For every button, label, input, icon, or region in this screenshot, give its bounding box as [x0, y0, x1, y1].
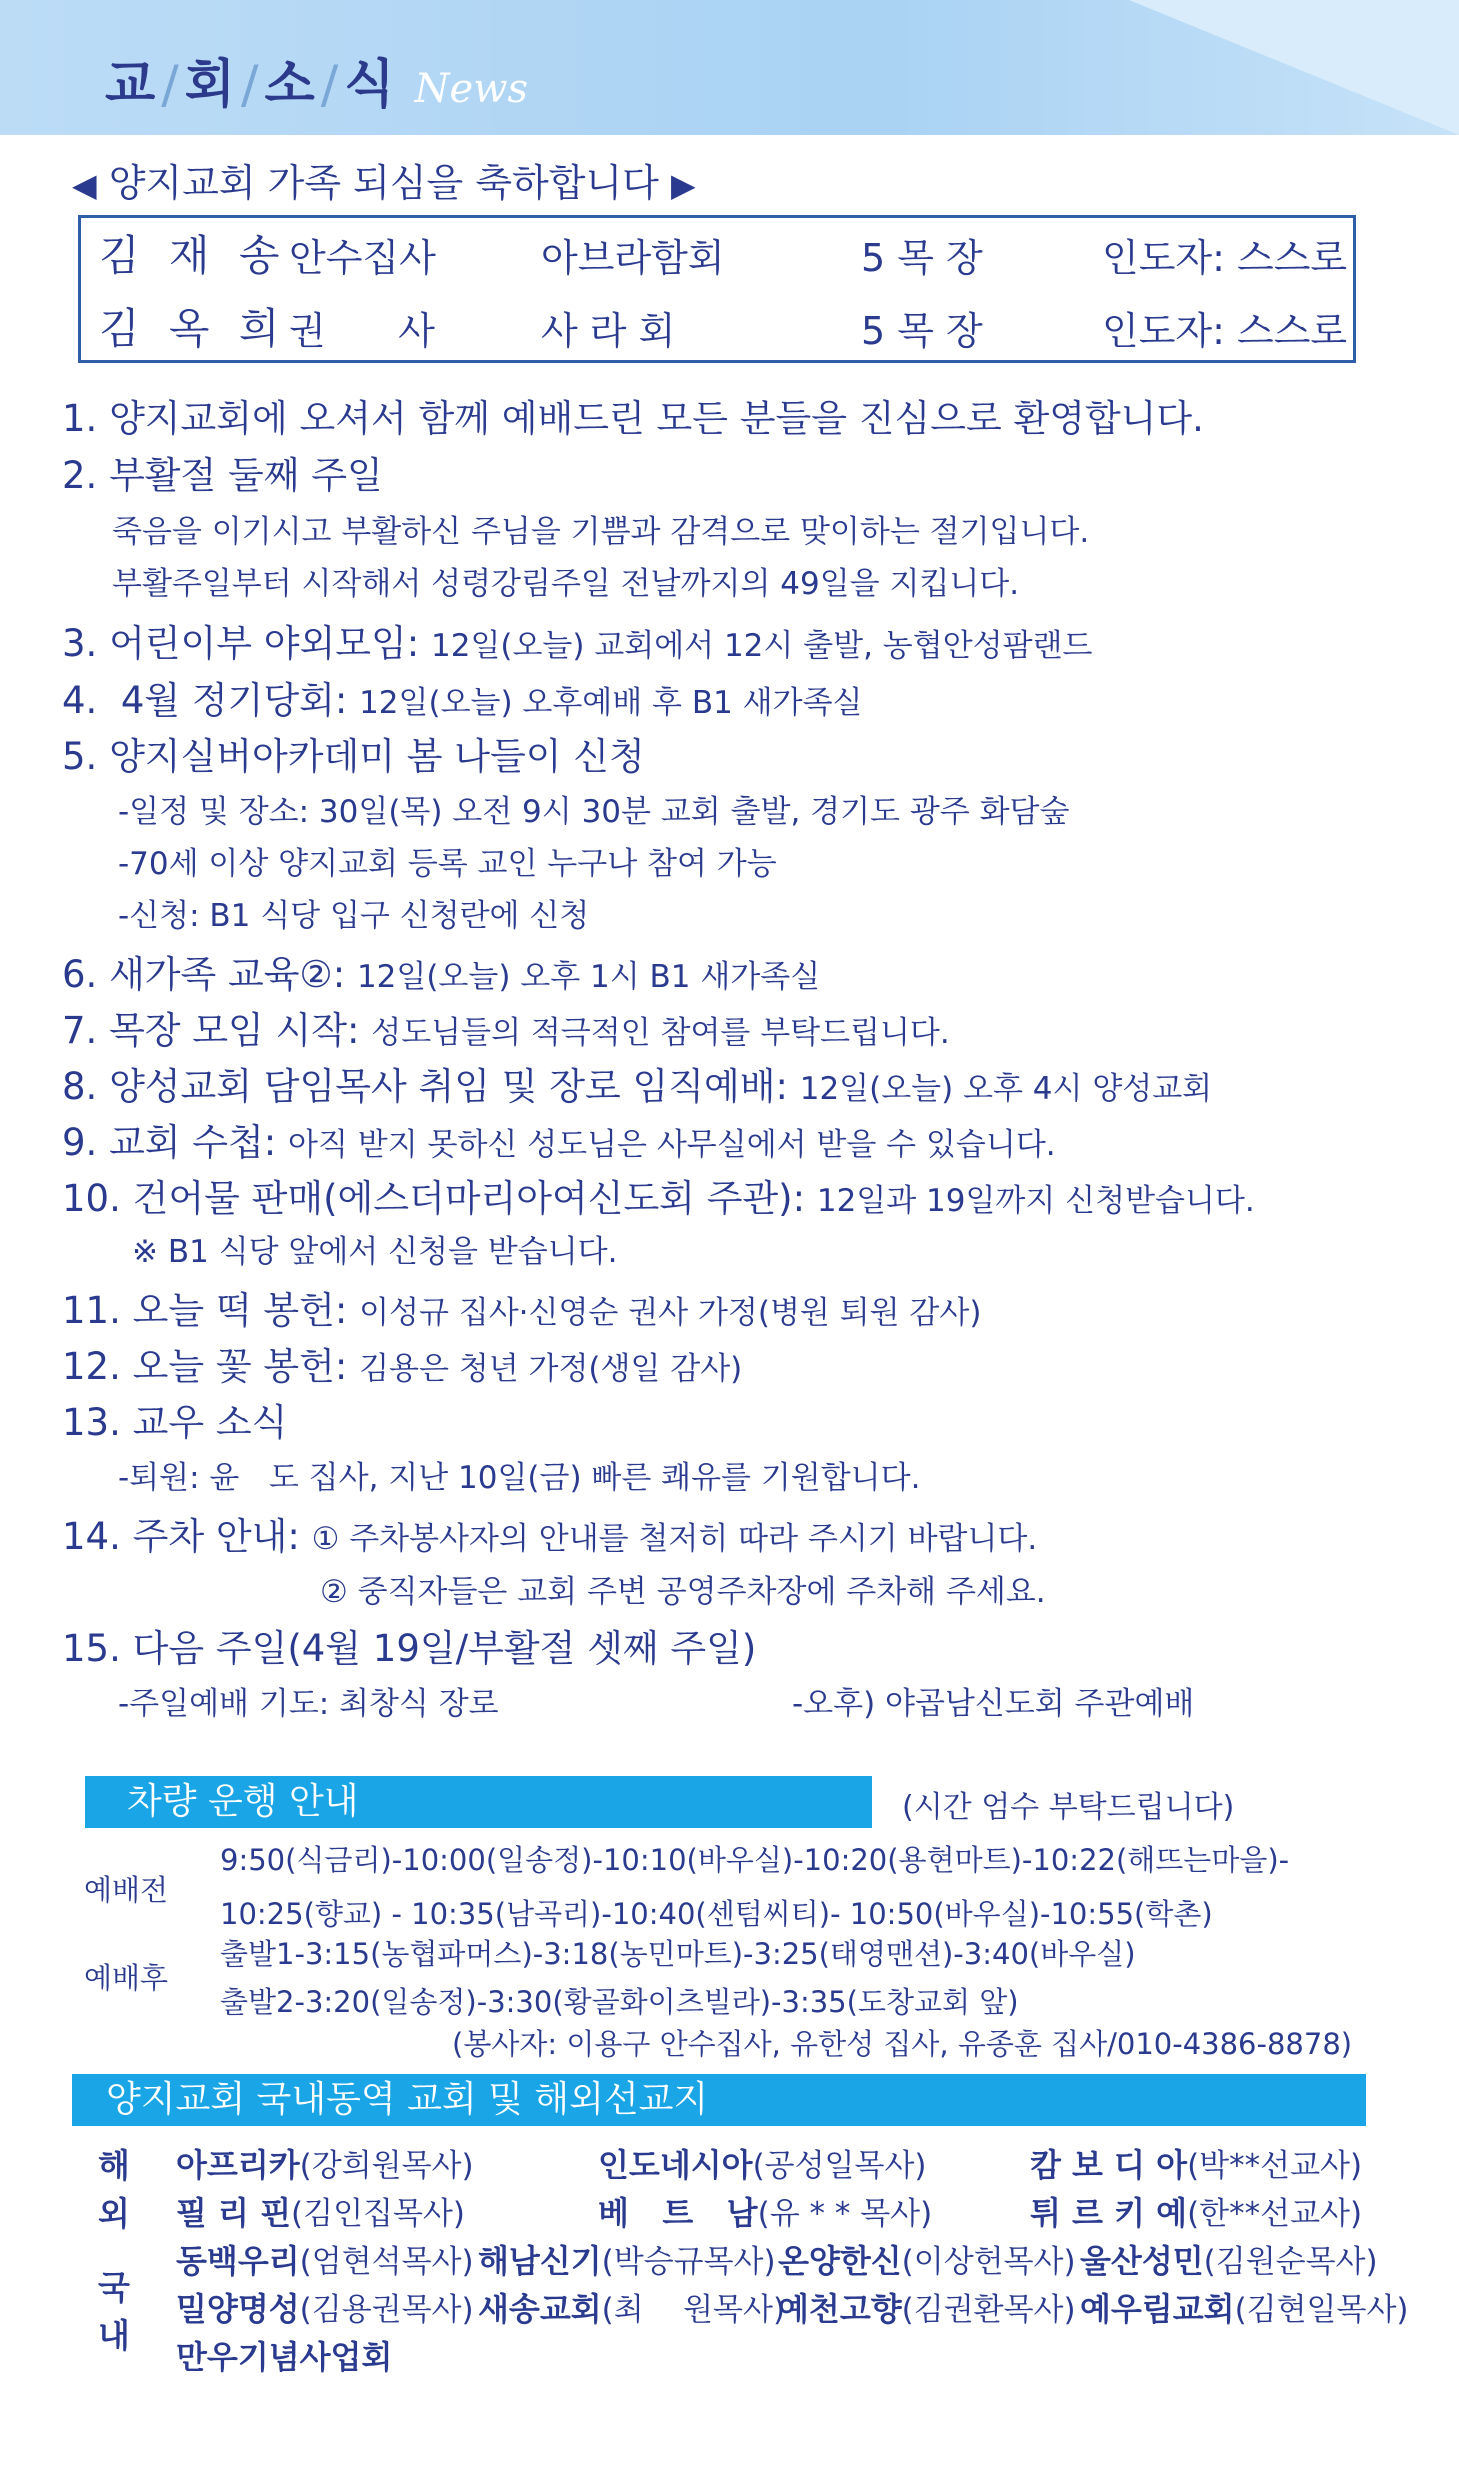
mission-item	[778, 2284, 1076, 2330]
mission-name: 해남신기	[478, 2242, 602, 2280]
announcement-15-detail: -오후) 야곱남신도회 주관예배	[792, 1686, 1195, 1722]
announcement-heading: 14. 주차 안내:	[62, 1515, 300, 1558]
mission-item	[598, 2140, 926, 2186]
mission-item	[1030, 2188, 1362, 2234]
announcement-13: 13. 교우 소식	[62, 1401, 288, 1444]
mission-item	[598, 2188, 932, 2234]
announcement-9	[62, 1112, 1056, 1166]
vehicle-note: (시간 엄수 부탁드립니다)	[902, 1790, 1235, 1825]
mission-name: 동백우리	[176, 2242, 300, 2280]
mission-item	[176, 2284, 474, 2330]
mission-person: (엄현석목사)	[299, 2244, 474, 2280]
mission-item	[1030, 2140, 1362, 2186]
announcement-heading: 10. 건어물 판매(에스더마리아여신도회 주관):	[62, 1177, 806, 1220]
page-subtitle: News	[414, 66, 528, 112]
announcement-heading: 12. 오늘 꽃 봉헌:	[62, 1345, 348, 1388]
mission-person: (김인집목사)	[291, 2196, 465, 2232]
mission-name: 새송교회	[478, 2290, 602, 2328]
announcement-12	[62, 1336, 742, 1390]
before-service-label: 예배전	[84, 1873, 169, 1907]
member-group: 사 라 회	[541, 309, 676, 353]
mission-name: 밀양명성	[176, 2290, 300, 2328]
mission-name: 만우기념사업회	[176, 2338, 393, 2376]
announcement-heading: 4. 4월 정기당회:	[62, 679, 348, 722]
schedule-line: 출발2-3:20(일송정)-3:30(황골화이츠빌라)-3:35(도창교회 앞)	[220, 1985, 1019, 2019]
mission-item	[176, 2140, 474, 2186]
mission-person: (한**선교사)	[1187, 2196, 1363, 2232]
mission-item	[176, 2332, 392, 2378]
announcement-2: 2. 부활절 둘째 주일	[62, 454, 383, 497]
announcement-detail: 김용은 청년 가정(생일 감사)	[359, 1351, 743, 1387]
announcement-detail: ① 주차봉사자의 안내를 철저히 따라 주시기 바랍니다.	[311, 1521, 1038, 1557]
header-banner	[0, 0, 1459, 135]
mission-name: 예천고향	[778, 2290, 902, 2328]
mission-person: (유 * * 목사)	[757, 2196, 933, 2232]
announcement-heading: 8. 양성교회 담임목사 취임 및 장로 임직예배:	[62, 1065, 788, 1108]
mission-name: 아프리카	[176, 2146, 300, 2184]
mission-person: (김권환목사)	[901, 2292, 1076, 2328]
mission-person: (박**선교사)	[1187, 2148, 1363, 2184]
header-decoration	[1129, 0, 1459, 135]
announcement-6	[62, 944, 820, 998]
left-triangle-icon: ◀	[72, 166, 97, 204]
member-mokjang: 5 목 장	[861, 309, 983, 353]
member-guide: 인도자: 스스로	[1102, 309, 1348, 353]
mission-item	[1080, 2236, 1378, 2282]
overseas-label-char: 외	[98, 2194, 130, 2233]
announcement-detail: 12일(오늘) 오후예배 후 B1 새가족실	[359, 685, 863, 721]
announcement-2-detail: 죽음을 이기시고 부활하신 주님을 기쁨과 감격으로 맞이하는 절기입니다.	[112, 514, 1090, 550]
announcement-10-note: ※ B1 식당 앞에서 신청을 받습니다.	[132, 1234, 618, 1270]
member-guide: 인도자: 스스로	[1102, 236, 1348, 280]
page-title: 교/회/소/식 News	[105, 55, 528, 115]
mission-person: (강희원목사)	[299, 2148, 474, 2184]
schedule-line: 9:50(식금리)-10:00(일송정)-10:10(바우실)-10:20(용현마트)-10:22(해뜨는마을)-	[220, 1843, 1290, 1877]
mission-name: 온양한신	[778, 2242, 902, 2280]
mission-name: 베 트 남	[598, 2194, 758, 2232]
member-mokjang: 5 목 장	[861, 236, 983, 280]
schedule-line: 10:25(향교) - 10:35(남곡리)-10:40(센텀씨티)- 10:50(바우실)-10:55(학촌)	[220, 1897, 1213, 1931]
announcement-detail: 12일(오늘) 오후 4시 양성교회	[799, 1071, 1213, 1107]
announcement-detail: 성도님들의 적극적인 참여를 부탁드립니다.	[371, 1015, 950, 1051]
announcement-15: 15. 다음 주일(4월 19일/부활절 셋째 주일)	[62, 1627, 757, 1670]
overseas-label-char: 해	[98, 2146, 130, 2185]
right-triangle-icon: ▶	[670, 166, 696, 204]
after-service-label: 예배후	[84, 1961, 169, 1995]
announcement-10	[62, 1168, 1255, 1222]
mission-item	[176, 2236, 474, 2282]
announcement-2-detail: 부활주일부터 시작해서 성령강림주일 전날까지의 49일을 지킵니다.	[112, 566, 1020, 602]
member-group: 아브라함회	[541, 236, 725, 280]
announcement-heading: 9. 교회 수첩:	[62, 1121, 277, 1164]
announcement-13-detail: -퇴원: 윤 도 집사, 지난 10일(금) 빠른 쾌유를 기원합니다.	[118, 1460, 921, 1496]
welcome-text: 양지교회 가족 되심을 축하합니다	[108, 161, 659, 205]
mission-person: (최 원목사)	[601, 2292, 786, 2328]
member-title: 권 사	[289, 309, 435, 353]
domestic-label-char: 내	[98, 2316, 130, 2355]
mission-name: 울산성민	[1080, 2242, 1204, 2280]
mission-name: 예우림교회	[1080, 2290, 1235, 2328]
schedule-line: 출발1-3:15(농협파머스)-3:18(농민마트)-3:25(태영맨션)-3:40(바우실)	[220, 1937, 1136, 1971]
title-char: 교	[105, 55, 160, 115]
mission-item	[478, 2284, 785, 2330]
member-name: 김 옥 희	[99, 304, 288, 353]
member-title: 안수집사	[289, 236, 436, 280]
announcement-detail: 이성규 집사·신영순 권사 가정(병원 퇴원 감사)	[359, 1295, 982, 1331]
title-char: 식	[344, 55, 399, 115]
announcement-8	[62, 1056, 1212, 1110]
mission-name: 캄 보 디 아	[1030, 2146, 1188, 2184]
announcement-heading: 7. 목장 모임 시작:	[62, 1009, 360, 1052]
mission-item	[176, 2188, 465, 2234]
vehicle-staff: (봉사자: 이용구 안수집사, 유한성 집사, 유종훈 집사/010-4386-8878)	[452, 2027, 1353, 2061]
mission-name: 필 리 핀	[176, 2194, 292, 2232]
announcement-4	[62, 670, 862, 724]
mission-item	[778, 2236, 1076, 2282]
announcement-7	[62, 1000, 950, 1054]
mission-person: (공성일목사)	[752, 2148, 927, 2184]
mission-person: (이상헌목사)	[901, 2244, 1076, 2280]
member-name: 김 재 송	[99, 231, 288, 280]
mission-item	[478, 2236, 776, 2282]
announcement-14	[62, 1506, 1037, 1560]
announcement-11	[62, 1280, 981, 1334]
title-char: 소	[264, 55, 319, 115]
mission-name: 인도네시아	[598, 2146, 753, 2184]
announcement-heading: 3. 어린이부 야외모임:	[62, 622, 420, 665]
announcement-detail: 12일과 19일까지 신청받습니다.	[816, 1183, 1255, 1219]
announcement-detail: 12일(오늘) 오후 1시 B1 새가족실	[356, 959, 821, 995]
announcement-heading: 6. 새가족 교육②:	[62, 953, 346, 996]
announcement-detail: 12일(오늘) 교회에서 12시 출발, 농협안성팜랜드	[431, 628, 1093, 664]
announcement-5-detail: -신청: B1 식당 입구 신청란에 신청	[118, 898, 590, 934]
vehicle-section-title: 차량 운행 안내	[85, 1776, 872, 1828]
title-char: 회	[184, 55, 239, 115]
mission-item	[1080, 2284, 1408, 2330]
mission-person: (김원순목사)	[1203, 2244, 1378, 2280]
welcome-heading	[72, 152, 696, 207]
mission-person: (박승규목사)	[601, 2244, 776, 2280]
mission-name: 튀 르 키 예	[1030, 2194, 1188, 2232]
announcement-5: 5. 양지실버아카데미 봄 나들이 신청	[62, 735, 645, 778]
mission-person: (김용권목사)	[299, 2292, 474, 2328]
new-members-box	[78, 215, 1356, 363]
announcement-3	[62, 613, 1092, 667]
announcement-detail: 아직 받지 못하신 성도님은 사무실에서 받을 수 있습니다.	[288, 1127, 1056, 1163]
domestic-label-char: 국	[98, 2268, 130, 2307]
announcement-15-detail: -주일예배 기도: 최창식 장로	[118, 1686, 499, 1722]
announcement-5-detail: -70세 이상 양지교회 등록 교인 누구나 참여 가능	[118, 846, 777, 882]
announcement-heading: 11. 오늘 떡 봉헌:	[62, 1289, 348, 1332]
announcement-1: 1. 양지교회에 오셔서 함께 예배드린 모든 분들을 진심으로 환영합니다.	[62, 397, 1204, 440]
announcement-5-detail: -일정 및 장소: 30일(목) 오전 9시 30분 교회 출발, 경기도 광주 화담숲	[118, 794, 1070, 830]
missions-section-title: 양지교회 국내동역 교회 및 해외선교지	[72, 2074, 1366, 2126]
announcement-14-detail: ② 중직자들은 교회 주변 공영주차장에 주차해 주세요.	[320, 1574, 1046, 1610]
mission-person: (김현일목사)	[1234, 2292, 1409, 2328]
